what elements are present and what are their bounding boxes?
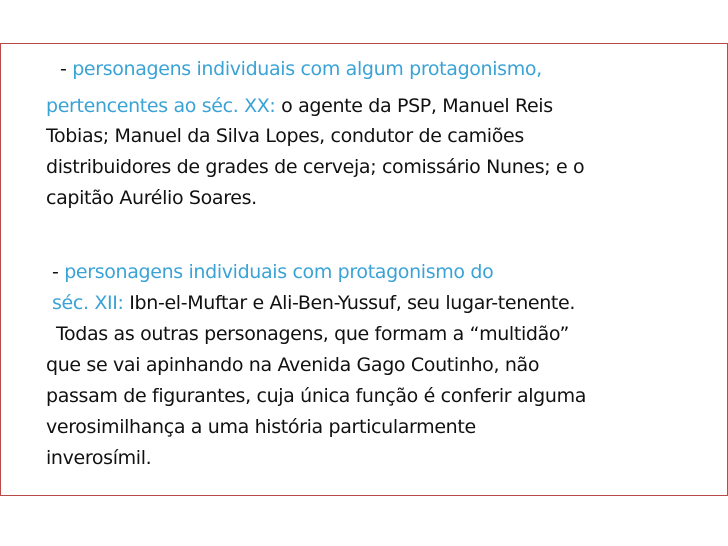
para1-line-4: distribuidores de grades de cerveja; comissário Nunes; e o: [46, 156, 585, 178]
para1-text-after: o agente da PSP, Manuel Reis: [275, 95, 553, 117]
para2-dash: -: [52, 261, 65, 283]
para3-line-1: Todas as outras personagens, que formam a “multidão”: [56, 323, 569, 345]
para2-highlight-1: personagens individuais com protagonismo do: [64, 261, 494, 283]
para1-highlight-1: personagens individuais com algum protagonismo,: [72, 58, 542, 80]
para3-line-4: verosimilhança a uma história particularmente: [46, 416, 476, 438]
para3-line-2: que se vai apinhando na Avenida Gago Coutinho, não: [46, 354, 540, 376]
para1-highlight-2: pertencentes ao séc. XX:: [46, 95, 276, 117]
para3-line-5: inverosímil.: [46, 447, 152, 469]
para1-dash: -: [60, 58, 73, 80]
para2-line-1: [52, 258, 493, 286]
para2-text-after: Ibn-el-Muftar e Ali-Ben-Yussuf, seu lugar-tenente.: [123, 292, 576, 314]
para1-line-2: [46, 92, 553, 120]
para2-line-2: [52, 289, 575, 317]
para2-highlight-2: séc. XII:: [52, 292, 124, 314]
para3-line-3: passam de figurantes, cuja única função é conferir alguma: [46, 385, 587, 407]
para1-line-1: [60, 55, 542, 83]
para1-line-3: Tobias; Manuel da Silva Lopes, condutor de camiões: [46, 125, 524, 147]
para1-line-5: capitão Aurélio Soares.: [46, 187, 257, 209]
